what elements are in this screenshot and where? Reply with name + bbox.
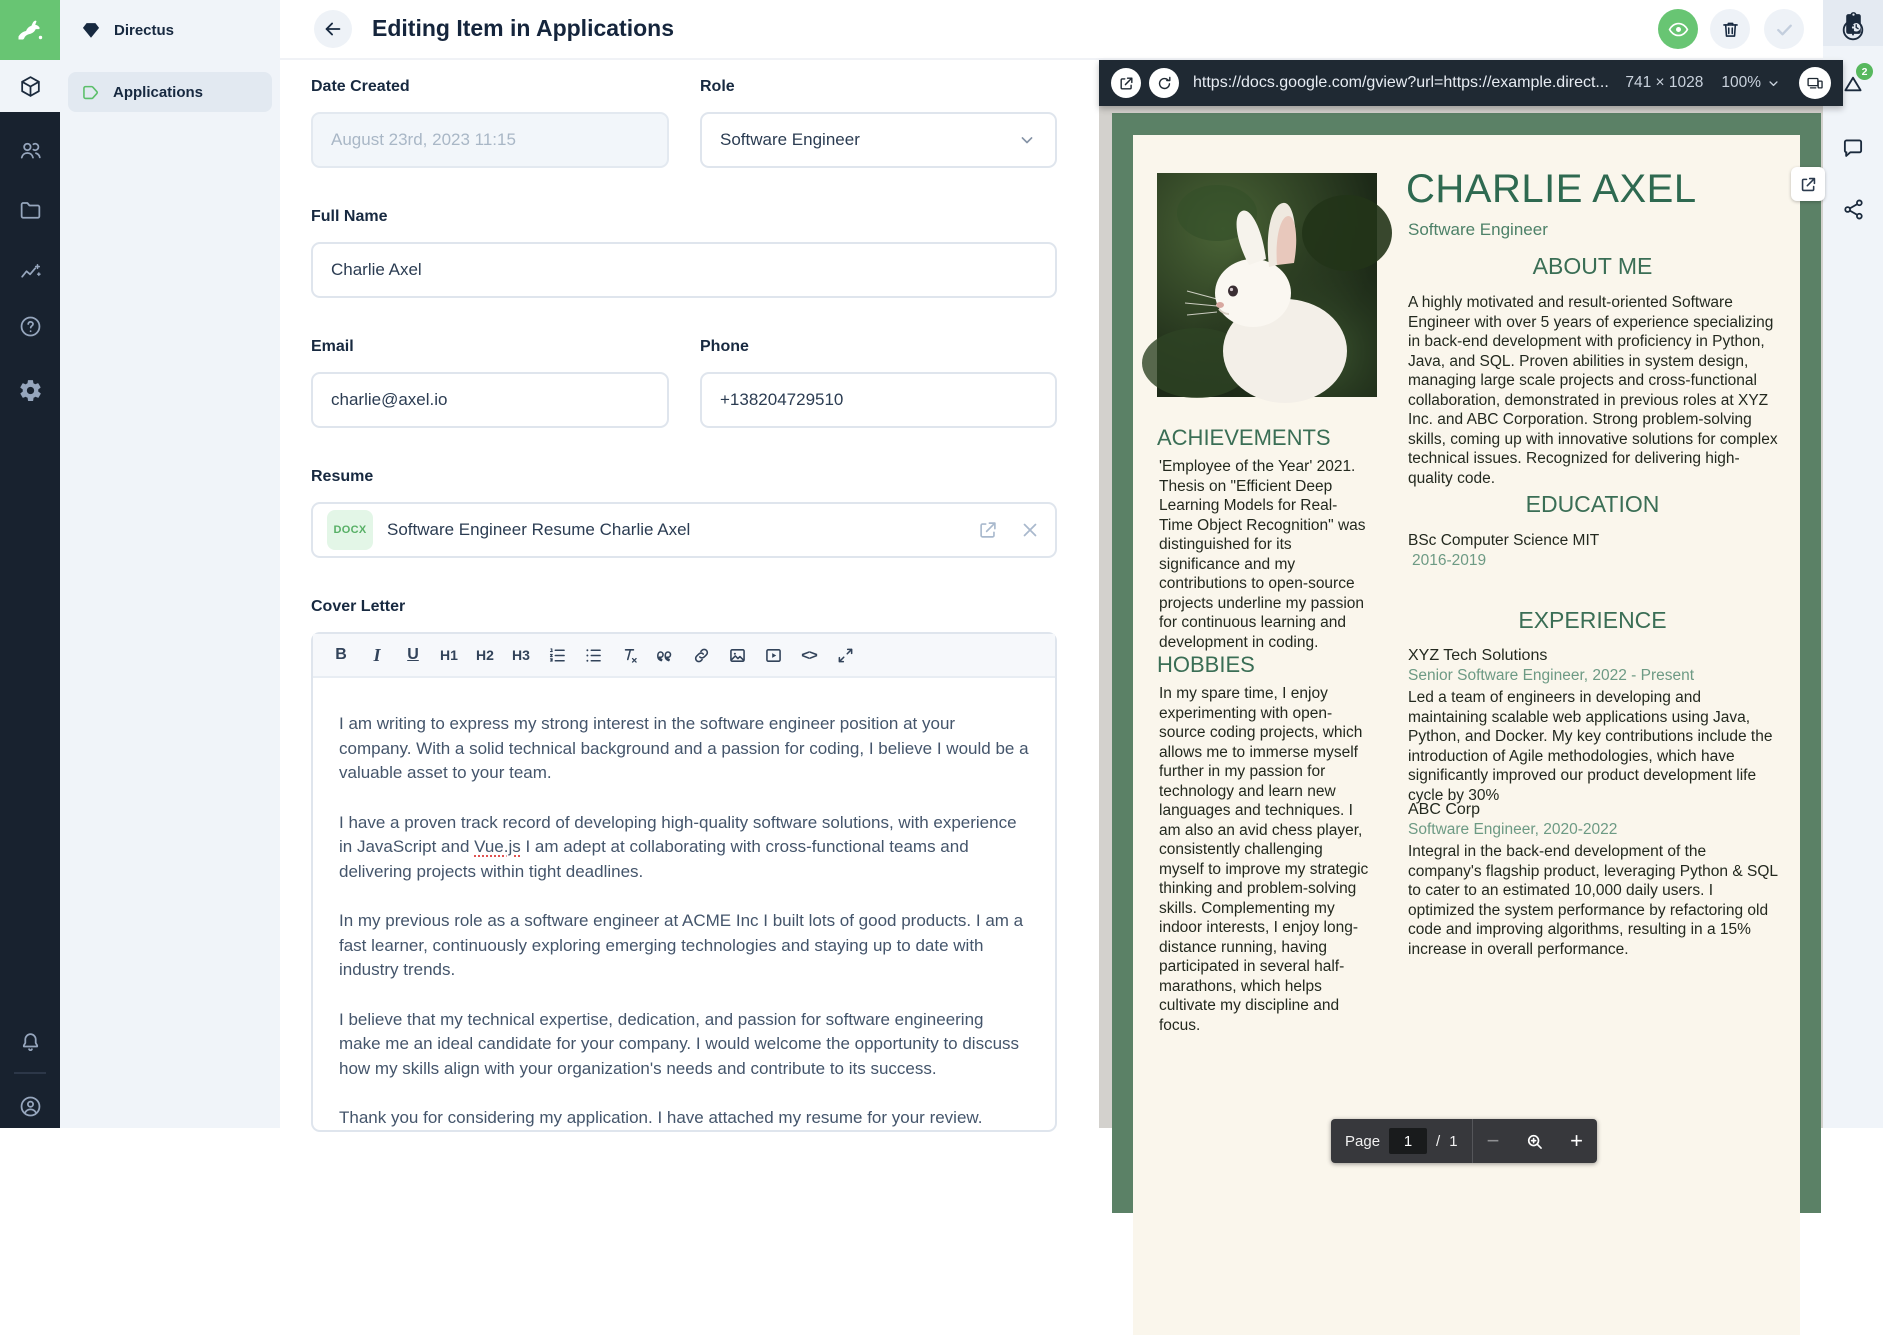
info-sidebar-icon[interactable]	[1823, 3, 1883, 57]
item-edit-form	[280, 60, 1099, 1128]
directus-logo[interactable]	[0, 0, 60, 60]
cover-letter-label: Cover Letter	[311, 598, 406, 615]
cover-letter-paragraph: I have a proven track record of developing high-quality software solutions, with experience in JavaScript and Vue.js I am adept at collaborating with cross-functional teams and delivering projects within tight deadlines.	[339, 812, 1017, 881]
email-label: Email	[311, 338, 354, 355]
hobbies-text: In my spare time, I enjoy experimenting with open-source coding projects, which allows me to immerse myself further in my passion for technology and learn new languages and techniques. I am also an avid chess player, consistently challenging myself to improve my strategic thinking and problem-solving skills. Complementing my indoor interests, I enjoy long-distance running, having participated in several half-marathons, which helps cultivate my discipline and focus.	[1159, 685, 1369, 1034]
rabbit-logo-icon	[14, 14, 46, 46]
comments-sidebar-icon[interactable]	[1823, 121, 1883, 175]
misspelled-word: Vue.js	[474, 837, 521, 856]
resume-document-page	[1112, 113, 1821, 1213]
refresh-preview-button[interactable]	[1149, 68, 1179, 98]
underline-button[interactable]: U	[407, 646, 419, 663]
preview-url-bar	[1099, 60, 1843, 106]
back-arrow-icon	[322, 18, 344, 40]
candidate-name: CHARLIE AXEL	[1406, 167, 1697, 211]
italic-button[interactable]: I	[373, 644, 381, 665]
open-preview-new-window-button[interactable]	[1111, 68, 1141, 98]
job-company: XYZ Tech Solutions	[1408, 647, 1548, 664]
full-name-label: Full Name	[311, 208, 388, 225]
ordered-list-icon[interactable]	[541, 639, 573, 671]
responsive-devices-button[interactable]	[1799, 67, 1831, 99]
notifications-bell-icon[interactable]	[0, 1016, 60, 1068]
share-sidebar-icon[interactable]	[1823, 182, 1883, 236]
document-viewer[interactable]	[1099, 106, 1843, 1153]
zoom-in-button[interactable]: +	[1570, 1128, 1583, 1153]
role-value: Software Engineer	[720, 130, 860, 149]
achievements-heading: ACHIEVEMENTS	[1157, 425, 1331, 450]
module-users-icon[interactable]	[0, 124, 60, 176]
page-title: Editing Item in Applications	[372, 15, 674, 41]
main-header	[280, 0, 1823, 60]
job-company: ABC Corp	[1408, 801, 1481, 818]
role-select[interactable]	[700, 112, 1057, 168]
preview-zoom-value: 100%	[1721, 74, 1761, 91]
user-avatar-icon[interactable]	[0, 1080, 60, 1132]
bullet-list-icon[interactable]	[577, 639, 609, 671]
about-text: A highly motivated and result-oriented Software Engineer with over 5 years of experience specializing in back-end development with proficiency in Python, Java, and SQL. Proven abilities in system design, managing large scale projects and cross-functional collaboration, demonstrated in previous roles at XYZ Inc. and ABC Corporation. Strong problem-solving skills, coming up with innovative solutions for complex technical issues. Recognized for delivering high-quality code.	[1408, 294, 1778, 487]
open-file-icon[interactable]	[977, 519, 999, 541]
job-description: Led a team of engineers in developing and maintaining scalable web applications using Java, Python, and Docker. My key contributions include the introduction of Agile methodologies, which have significantly improved our product development life cycle by 30%	[1408, 689, 1773, 804]
save-button[interactable]	[1764, 9, 1804, 49]
page-divider: /	[1436, 1132, 1441, 1150]
experience-heading: EXPERIENCE	[1518, 607, 1667, 633]
date-created-input	[311, 112, 669, 168]
email-input[interactable]	[311, 372, 669, 428]
delete-button[interactable]	[1710, 9, 1750, 49]
cover-letter-paragraph: I am writing to express my strong interest in the software engineer position at your company. With a solid technical background and a passion for coding, I believe I would be a valuable asset to your team.	[339, 714, 1029, 782]
page-total: 1	[1449, 1132, 1458, 1150]
page-number-input[interactable]	[1389, 1128, 1427, 1154]
bold-button[interactable]: B	[335, 646, 347, 663]
chevron-down-icon	[1017, 130, 1037, 150]
back-button[interactable]	[314, 10, 352, 48]
preview-dimensions: 741 × 1028	[1625, 74, 1704, 91]
h2-button[interactable]: H2	[476, 647, 494, 663]
check-icon	[1773, 18, 1796, 41]
resume-label: Resume	[311, 468, 374, 485]
sidebar-item-label: Applications	[113, 83, 204, 101]
sidebar-item-applications[interactable]	[68, 72, 272, 112]
editor-toolbar	[313, 634, 1055, 678]
phone-input[interactable]	[700, 372, 1057, 428]
phone-label: Phone	[700, 338, 749, 355]
clear-formatting-icon[interactable]	[613, 639, 645, 671]
project-name: Directus	[114, 21, 175, 39]
preview-zoom-select[interactable]	[1721, 74, 1781, 92]
full-name-input[interactable]	[311, 242, 1057, 298]
achievements-text: 'Employee of the Year' 2021. Thesis on "Efficient Deep Learning Models for Real-Time Object Recognition" was distinguished for its significance and my contributions to open-source projects underline my passion for continuous learning and development in coding.	[1159, 458, 1366, 651]
insert-video-icon[interactable]	[757, 639, 789, 671]
job-title: Software Engineer, 2020-2022	[1408, 821, 1618, 838]
module-bar	[0, 0, 60, 1128]
education-heading: EDUCATION	[1525, 491, 1660, 517]
docx-file-badge: DOCX	[327, 510, 373, 550]
tag-icon	[80, 82, 101, 103]
page-label: Page	[1345, 1132, 1381, 1150]
rabbit-photo	[1157, 173, 1377, 397]
nav-sidebar	[60, 0, 280, 1128]
trash-icon	[1720, 19, 1741, 40]
revisions-count-badge: 2	[1856, 63, 1873, 80]
hobbies-heading: HOBBIES	[1157, 652, 1255, 677]
cover-letter-paragraph: Thank you for considering my application. I have attached my resume for your review.	[339, 1108, 983, 1127]
cover-letter-content[interactable]	[313, 678, 1055, 1130]
open-in-new-icon	[1799, 175, 1818, 194]
project-gem-icon	[80, 19, 102, 41]
insert-image-icon[interactable]	[721, 639, 753, 671]
candidate-title: Software Engineer	[1408, 220, 1548, 239]
module-content-icon[interactable]	[0, 60, 60, 112]
date-created-label: Date Created	[311, 78, 410, 95]
live-preview-panel	[1099, 60, 1843, 1153]
cover-letter-paragraph: In my previous role as a software engineer at ACME Inc I built lots of good products. I am a fast learner, continuously exploring emerging technologies and staying up to date with industry trends.	[339, 911, 1024, 979]
page-number-group	[1331, 1119, 1472, 1163]
preview-url: https://docs.google.com/gview?url=https://example.direct...	[1193, 74, 1609, 91]
about-heading: ABOUT ME	[1532, 253, 1653, 279]
job-title: Senior Software Engineer, 2022 - Present	[1408, 667, 1695, 684]
resume-file-name: Software Engineer Resume Charlie Axel	[387, 520, 691, 539]
chevron-down-icon	[1766, 76, 1781, 91]
zoom-out-button[interactable]: −	[1486, 1128, 1500, 1153]
resume-file-field[interactable]	[311, 502, 1057, 558]
module-insights-icon[interactable]	[0, 246, 60, 298]
cover-letter-editor	[311, 632, 1057, 1132]
job-description: Integral in the back-end development of the company's flagship product, leveraging Python & SQL to cater to an estimated 10,000 daily users. I optimized the system performance by refactoring old code and improving algorithms, resulting in a 15% increase in overall performance.	[1408, 843, 1778, 958]
education-degree: BSc Computer Science MIT	[1408, 532, 1600, 549]
education-years: 2016-2019	[1412, 552, 1487, 569]
module-settings-icon[interactable]	[0, 364, 60, 416]
eye-icon	[1667, 18, 1690, 41]
popout-document-button[interactable]	[1791, 167, 1825, 201]
link-icon[interactable]	[685, 639, 717, 671]
code-view-button[interactable]: <>	[801, 646, 817, 664]
preview-toggle-button[interactable]	[1658, 9, 1698, 49]
fullscreen-icon[interactable]	[829, 639, 861, 671]
h3-button[interactable]: H3	[512, 647, 530, 663]
remove-file-icon[interactable]	[1019, 519, 1041, 541]
zoom-tool-icon[interactable]	[1524, 1131, 1545, 1152]
zoom-group	[1473, 1119, 1597, 1163]
blockquote-icon[interactable]	[649, 639, 681, 671]
right-sidebar	[1823, 0, 1883, 1128]
h1-button[interactable]: H1	[440, 647, 458, 663]
cover-letter-paragraph: I believe that my technical expertise, dedication, and passion for software engineering make me an ideal candidate for your company. I would welcome the opportunity to discuss how my skills align with your organization's needs and contribute to its success.	[339, 1009, 1020, 1078]
project-header[interactable]	[60, 0, 280, 60]
viewer-page-controls	[1331, 1119, 1597, 1163]
module-help-icon[interactable]	[0, 300, 60, 352]
role-label: Role	[700, 78, 735, 95]
sidebar-divider	[14, 1072, 46, 1074]
module-files-icon[interactable]	[0, 184, 60, 236]
